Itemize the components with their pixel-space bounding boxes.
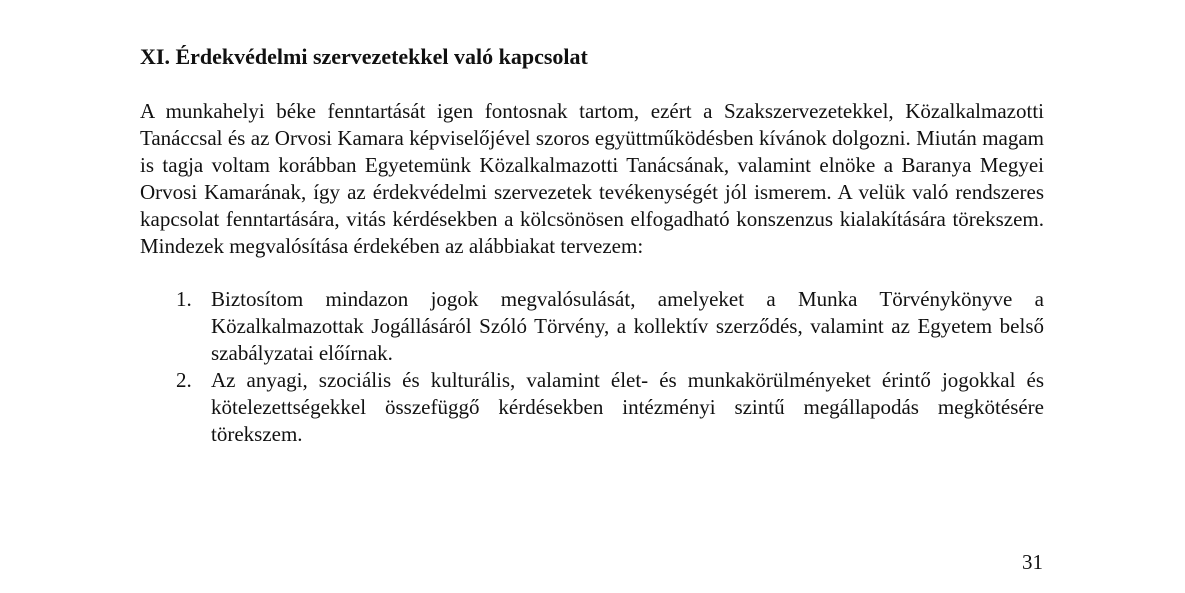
numbered-list	[140, 286, 1044, 448]
page-number: 31	[1022, 550, 1043, 574]
list-item-2	[140, 367, 1044, 448]
list-item-1	[140, 286, 1044, 367]
list-item-2-text: Az anyagi, szociális és kulturális, valamint élet- és munkakörülményeket érintő jogokkal és kötelezettségekkel összefüggő kérdésekben intézményi szintű megállapodás megkötésére törekszem.	[211, 368, 1044, 446]
list-item-2-number: 2.	[176, 368, 192, 392]
list-item-1-text: Biztosítom mindazon jogok megvalósulását, amelyeket a Munka Törvénykönyve a Közalkalmazottak Jogállásáról Szóló Törvény, a kollektív szerződés, valamint az Egyetem belső szabályzatai előírnak.	[211, 287, 1044, 365]
document-page	[140, 42, 1044, 448]
section-heading: XI. Érdekvédelmi szervezetekkel való kapcsolat	[140, 44, 588, 69]
list-item-1-number: 1.	[176, 287, 192, 311]
intro-paragraph: A munkahelyi béke fenntartását igen fontosnak tartom, ezért a Szakszervezetekkel, Közalkalmazotti Tanáccsal és az Orvosi Kamara képviselőjével szoros együttműködésben kívánok dolgozni. Miután magam is tagja voltam korábban Egyetemünk Közalkalmazotti Tanácsának, valamint elnöke a Baranya Megyei Orvosi Kamarának, így az érdekvédelmi szervezetek tevékenységét jól ismerem. A velük való rendszeres kapcsolat fenntartására, vitás kérdésekben a kölcsönösen elfogadható konszenzus kialakítására törekszem. Mindezek megvalósítása érdekében az alábbiakat tervezem:	[140, 99, 1044, 258]
